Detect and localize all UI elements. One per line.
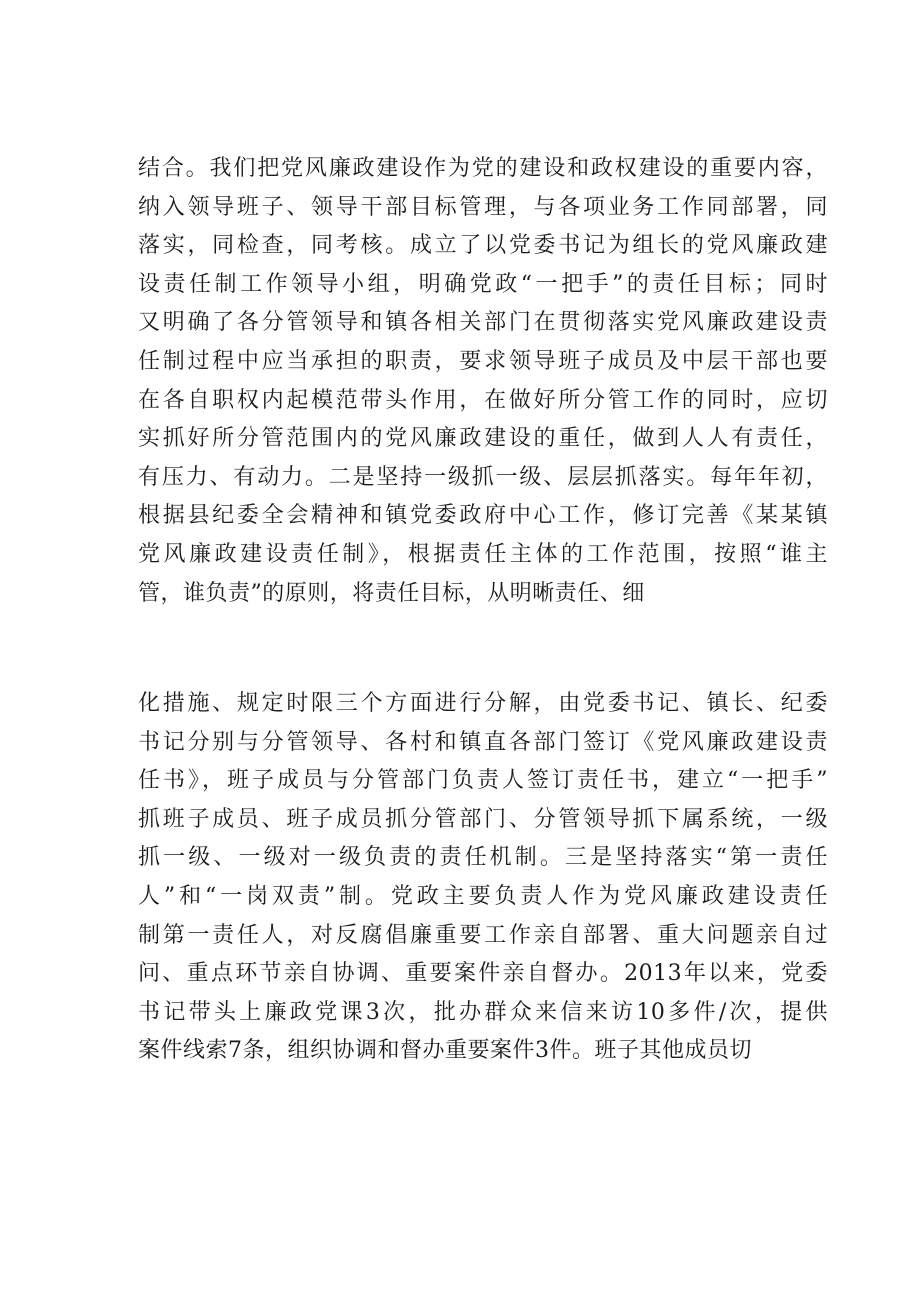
text-line: 书记分别与分管领导、各村和镇直各部门签订《党风廉政建设责 — [138, 729, 828, 755]
text-line: 案件线索7条，组织协调和督办重要案件3件。班子其他成员切 — [138, 1038, 752, 1064]
text-line: 在各自职权内起模范带头作用，在做好所分管工作的同时，应切 — [138, 387, 828, 413]
text-line: 抓班子成员、班子成员抓分管部门、分管领导抓下属系统，一级 — [138, 806, 828, 832]
text-line: 党风廉政建设责任制》，根据责任主体的工作范围，按照“谁主 — [138, 541, 828, 567]
text-line: 有压力、有动力。二是坚持一级抓一级、层层抓落实。每年年初， — [138, 464, 828, 490]
text-line: 落实，同检查，同考核。成立了以党委书记为组长的党风廉政建 — [138, 233, 828, 259]
text-line: 任书》，班子成员与分管部门负责人签订责任书，建立“一把手” — [138, 768, 828, 794]
text-line: 问、重点环节亲自协调、重要案件亲自督办。2013年以来，党委 — [138, 961, 828, 987]
text-line: 设责任制工作领导小组，明确党政“一把手”的责任目标；同时 — [138, 271, 828, 297]
text-line: 化措施、规定时限三个方面进行分解，由党委书记、镇长、纪委 — [138, 691, 828, 716]
text-line: 书记带头上廉政党课3次，批办群众来信来访10多件/次，提供 — [138, 999, 828, 1025]
paragraph-1 — [138, 150, 828, 613]
text-line: 实抓好所分管范围内的党风廉政建设的重任，做到人人有责任， — [138, 426, 828, 452]
paragraph-2 — [138, 685, 828, 1071]
text-line: 根据县纪委全会精神和镇党委政府中心工作，修订完善《某某镇 — [138, 503, 828, 529]
text-line: 纳入领导班子、领导干部目标管理，与各项业务工作同部署，同 — [138, 194, 828, 220]
text-line: 抓一级、一级对一级负责的责任机制。三是坚持落实“第一责任 — [138, 845, 828, 871]
text-line: 结合。我们把党风廉政建设作为党的建设和政权建设的重要内容， — [138, 156, 828, 181]
text-line: 任制过程中应当承担的职责，要求领导班子成员及中层干部也要 — [138, 348, 828, 374]
text-line: 人”和“一岗双责”制。党政主要负责人作为党风廉政建设责任 — [138, 883, 828, 909]
text-line: 制第一责任人，对反腐倡廉重要工作亲自部署、重大问题亲自过 — [138, 922, 828, 948]
text-line: 又明确了各分管领导和镇各相关部门在贯彻落实党风廉政建设责 — [138, 310, 828, 336]
text-line: 管，谁负责”的原则，将责任目标，从明晰责任、细 — [138, 580, 645, 606]
